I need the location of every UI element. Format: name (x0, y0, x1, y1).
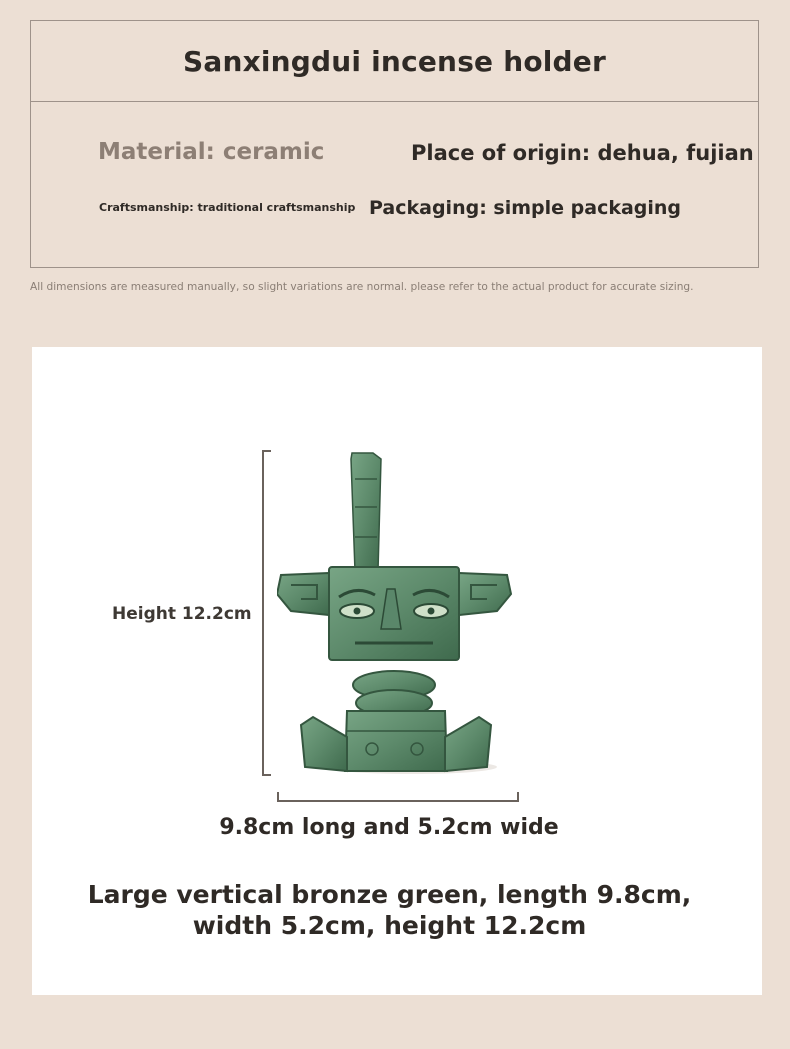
craftsmanship-spec: Craftsmanship: traditional craftsmanship (99, 201, 356, 214)
origin-spec: Place of origin: dehua, fujian (411, 141, 754, 165)
width-label: 9.8cm long and 5.2cm wide (219, 815, 559, 840)
incense-holder-figure (277, 449, 517, 779)
packaging-spec: Packaging: simple packaging (369, 197, 682, 219)
height-dimension-cap-top (262, 450, 271, 452)
product-title: Sanxingdui incense holder (182, 44, 607, 78)
spec-title-row (31, 21, 758, 102)
material-spec: Material: ceramic (98, 139, 325, 165)
width-dimension-cap-right (517, 792, 519, 802)
height-dimension-line (262, 450, 264, 776)
width-dimension-cap-left (277, 792, 279, 802)
height-label: Height 12.2cm (112, 604, 252, 624)
measurement-disclaimer: All dimensions are measured manually, so slight variations are normal. please refer to the actual product for accurate sizing. (30, 281, 694, 293)
width-dimension-line (277, 800, 519, 802)
spec-table (30, 20, 759, 268)
product-panel (32, 347, 762, 995)
height-dimension-cap-bottom (262, 774, 271, 776)
product-description: Large vertical bronze green, length 9.8cm, width 5.2cm, height 12.2cm (87, 880, 692, 940)
